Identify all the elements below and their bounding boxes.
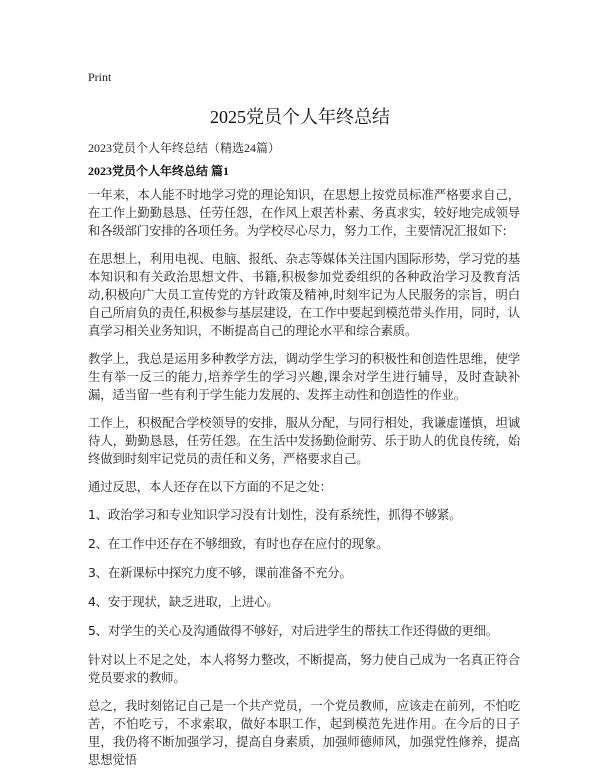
page-title: 2025党员个人年终总结: [210, 107, 390, 127]
list-item: 4、安于现状，缺乏进取，上进心。: [88, 594, 279, 609]
paragraph-thought: 在思想上，利用电视、电脑、报纸、杂志等媒体关注国内国际形势，学习党的基本知识和有关政治思想文件、书籍,积极参加党委组织的各种政治学习及教育活动,积极向广大员工宣传党的方针政策及精神,时刻牢记为人民服务的宗旨，明白自己所肩负的责任,积极参与基层建设，在工作中要起到模范带头作用，同时，认真学习相关业务知识，不断提高自己的理论水平和综合素质。: [88, 251, 520, 338]
section-heading: 2023党员个人年终总结 篇1: [88, 164, 230, 178]
paragraph-teaching: 教学上，我总是运用多种教学方法，调动学生学习的积极性和创造性思维，使学生有举一反三的能力,培养学生的学习兴趣,课余对学生进行辅导，及时查缺补漏，适当留一些有利于学生能力发展的、发挥主动性和创造性的作业。: [88, 351, 520, 402]
list-item: 5、对学生的关心及沟通做得不够好，对后进学生的帮扶工作还得做的更细。: [88, 623, 498, 638]
paragraph-summary: 总之，我时刻铭记自己是一个共产党员，一个党员教师，应该走在前列，不怕吃苦，不怕吃亏，不求索取，做好本职工作，起到模范先进作用。在今后的日子里，我仍将不断加强学习，提高自身素质，加强师德师风，加强党性修养，提高思想觉悟: [88, 698, 520, 767]
list-item: 3、在新课标中探究力度不够，课前准备不充分。: [88, 565, 352, 580]
paragraph-improvement: 针对以上不足之处，本人将努力整改，不断提高，努力使自己成为一名真正符合党员要求的教师。: [88, 652, 520, 685]
list-item: 2、在工作中还存在不够细致，有时也存在应付的现象。: [88, 536, 389, 551]
document-subtitle: 2023党员个人年终总结（精选24篇）: [88, 141, 281, 155]
document-body: [88, 186, 520, 776]
paragraph-work: 工作上，积极配合学校领导的安排，服从分配，与同行相处，我谦虚谨慎，坦诚待人，勤勤恳恳，任劳任怨。在生活中发扬勤俭耐劳、乐于助人的优良传统，始终做到时刻牢记党员的责任和义务，严格要求自己。: [88, 415, 520, 466]
list-item: 1、政治学习和专业知识学习没有计划性，没有系统性，抓得不够紧。: [88, 507, 462, 522]
paragraph-intro: 一年来，本人能不时地学习党的理论知识，在思想上按党员标准严格要求自己，在工作上勤勤恳恳、任劳任怨，在作风上艰苦朴素、务真求实，较好地完成领导和各级部门安排的各项任务。为学校尽心尽力，努力工作，主要情况汇报如下:: [88, 187, 520, 238]
paragraph-reflection: 通过反思，本人还存在以下方面的不足之处：: [88, 479, 332, 494]
print-label[interactable]: Print: [88, 70, 112, 84]
